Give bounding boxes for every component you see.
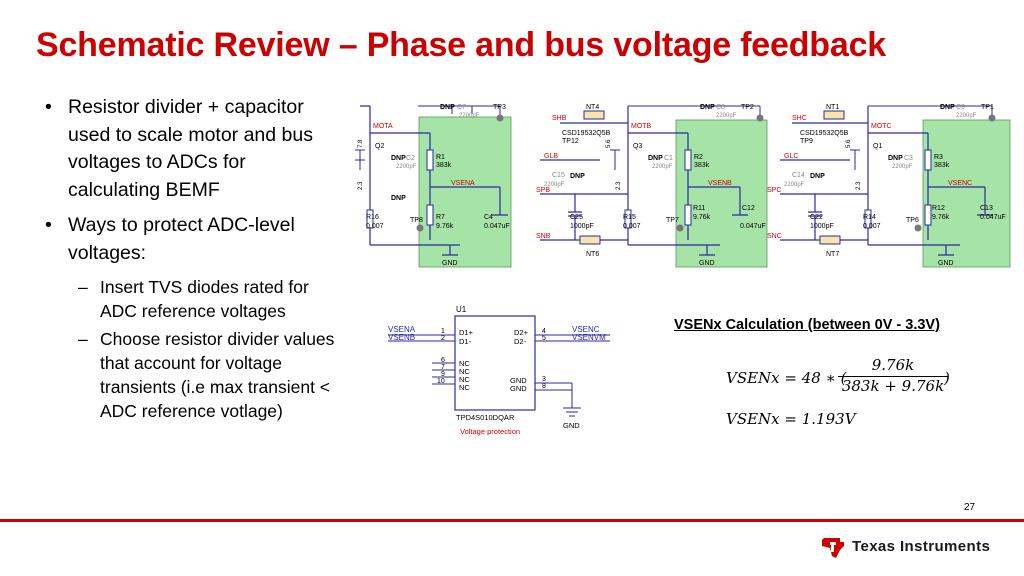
resistor-value: 0.007: [623, 223, 641, 230]
cap-value: 2200pF: [652, 164, 673, 170]
sub-bullet-item: – Insert TVS diodes rated for ADC reference voltages: [40, 275, 340, 323]
fet-label: Q3: [633, 143, 643, 150]
pin-number: 5: [542, 335, 546, 342]
net-tie: NT1: [826, 104, 840, 111]
gnd-label: GND: [699, 260, 715, 267]
pin-net: VSENC: [572, 325, 600, 334]
fet-part: CSD19532Q5B: [800, 130, 849, 137]
pin-number: 4: [542, 328, 546, 335]
dnp-label: DNP: [810, 173, 825, 180]
pin-name: GND: [510, 376, 527, 385]
test-point: TP1: [981, 104, 994, 111]
vsen-net: VSENB: [708, 180, 732, 187]
test-point: TP2: [741, 104, 754, 111]
fet-label: Q2: [375, 143, 385, 150]
test-point: TP6: [906, 217, 919, 224]
cap-value: 2200pF: [892, 164, 913, 170]
pin-number: 9: [441, 371, 445, 378]
cap-value: 2200pF: [784, 182, 805, 188]
resistor-value: 9.76k: [932, 214, 950, 221]
gate-left: 2.3: [616, 181, 622, 190]
cap-value: 2200pF: [544, 182, 565, 188]
pin-number: 6: [441, 357, 445, 364]
resistor-ref: R7: [436, 214, 445, 221]
vsen-net: VSENC: [948, 180, 973, 187]
resistor-value: 383k: [694, 162, 710, 169]
cap-ref: C15: [552, 172, 565, 179]
sn-net: SNC: [767, 233, 782, 240]
cap-ref: C4: [484, 214, 493, 221]
test-point: TP3: [493, 104, 506, 111]
fraction-denominator: 383k + 9.76k: [841, 377, 945, 395]
gl-net: GLB: [544, 153, 559, 160]
dnp-label: DNP: [440, 104, 455, 111]
test-point: TP8: [410, 217, 423, 224]
gl-net: GLC: [784, 153, 799, 160]
bullet-item: • Ways to protect ADC-level voltages:: [40, 212, 340, 267]
mot-label: MOTA: [373, 123, 393, 130]
pin-name: D2-: [514, 337, 527, 346]
gate-right: 5.6: [846, 139, 852, 148]
footer-divider: [0, 519, 1024, 522]
vsen-net: VSENA: [451, 180, 475, 187]
resistor-ref: R11: [693, 205, 706, 212]
cap-ref: C12: [742, 205, 755, 212]
equation-close-paren: ): [944, 369, 950, 387]
cap-ref: C3: [904, 155, 913, 162]
cap-ref: C14: [792, 172, 805, 179]
company-name: Texas Instruments: [852, 538, 991, 555]
pin-net: VSENVM: [572, 333, 606, 342]
page-number: 27: [964, 502, 976, 513]
gnd-label: GND: [442, 260, 458, 267]
net-tie: NT7: [826, 251, 840, 258]
resistor-value: 0.007: [366, 223, 384, 230]
cap-ref: C25: [570, 214, 583, 221]
cap-ref: C8: [716, 104, 725, 111]
pin-net: VSENB: [388, 333, 416, 342]
fet-part: CSD19532Q5B: [562, 130, 611, 137]
cap-ref: C2: [406, 155, 415, 162]
cap-ref: C22: [810, 214, 823, 221]
resistor-ref: R14: [863, 214, 876, 221]
resistor-ref: R1: [436, 154, 445, 161]
gate-left: 2.3: [856, 181, 862, 190]
pin-number: 3: [542, 376, 546, 383]
pin-name: NC: [459, 359, 470, 368]
gnd-label: GND: [563, 421, 580, 430]
dnp-label: DNP: [391, 195, 406, 202]
pin-number: 10: [437, 378, 445, 385]
equation-fraction: [838, 356, 948, 395]
cap-value: 1000pF: [570, 223, 594, 230]
resistor-value: 0.007: [863, 223, 881, 230]
gate-right: 7.8: [358, 139, 364, 148]
sub-bullet-item: – Choose resistor divider values that account for voltage transients (i.e max transient < ADC reference votlage): [40, 327, 340, 423]
cap-ref: C1: [664, 155, 673, 162]
net-tie: NT4: [586, 104, 600, 111]
dnp-label: DNP: [888, 155, 903, 162]
resistor-ref: R15: [623, 214, 636, 221]
sh-net: SHB: [552, 115, 567, 122]
vsen-equation: [726, 356, 986, 400]
cap-value: 1000pF: [810, 223, 834, 230]
equation-lhs: VSENx = 48 ∗ (: [726, 369, 847, 387]
slide-title: Schematic Review – Phase and bus voltage feedback: [36, 26, 886, 64]
pin-number: 2: [441, 335, 445, 342]
pin-name: D1-: [459, 337, 472, 346]
bullet-item: • Resistor divider + capacitor used to scale motor and bus voltages to ADCs for calculating BEMF: [40, 94, 340, 204]
pin-name: D2+: [514, 328, 528, 337]
cap-ref: C7: [457, 104, 466, 111]
sn-net: SNB: [536, 233, 551, 240]
dnp-label: DNP: [648, 155, 663, 162]
cap-value: 0.047uF: [740, 223, 766, 230]
pin-name: NC: [459, 375, 470, 384]
phase-b-circuit: [536, 104, 767, 267]
dnp-label: DNP: [940, 104, 955, 111]
net-tie: NT6: [586, 251, 600, 258]
mot-label: MOTC: [871, 123, 892, 130]
resistor-ref: R16: [366, 214, 379, 221]
calculation-title: VSENx Calculation (between 0V - 3.3V): [674, 317, 940, 333]
test-point: TP12: [562, 138, 579, 145]
resistor-ref: R2: [694, 154, 703, 161]
sp-net: SPC: [767, 187, 782, 194]
sp-net: SPB: [536, 187, 551, 194]
phase-a-circuit: [355, 104, 511, 267]
test-point: TP7: [666, 217, 679, 224]
mot-label: MOTB: [631, 123, 652, 130]
sh-net: SHC: [792, 115, 807, 122]
cap-value: 2200pF: [396, 164, 417, 170]
cap-value: 2200pF: [716, 113, 737, 119]
pin-name: NC: [459, 383, 470, 392]
fet-label: Q1: [873, 143, 883, 150]
gate-left: 2.3: [358, 181, 364, 190]
gnd-label: GND: [938, 260, 954, 267]
resistor-value: 9.76k: [693, 214, 711, 221]
ic-part-number: TPD4S010DQAR: [456, 413, 515, 422]
dnp-label: DNP: [700, 104, 715, 111]
fraction-numerator: 9.76k: [838, 356, 948, 377]
vsen-result: VSENx = 1.193V: [726, 410, 856, 428]
ic-ref: U1: [456, 305, 467, 314]
resistor-value: 9.76k: [436, 223, 454, 230]
resistor-ref: R12: [932, 205, 945, 212]
cap-value: 0.047uF: [980, 214, 1006, 221]
pin-number: 8: [542, 383, 546, 390]
dnp-label: DNP: [570, 173, 585, 180]
dnp-label: DNP: [391, 155, 406, 162]
cap-ref: C13: [980, 205, 993, 212]
pin-net: VSENA: [388, 325, 416, 334]
pin-name: D1+: [459, 328, 473, 337]
test-point: TP9: [800, 138, 813, 145]
pin-number: 1: [441, 328, 445, 335]
gate-right: 5.6: [606, 139, 612, 148]
ic-caption: Voltage protection: [460, 427, 521, 436]
cap-value: 0.047uF: [484, 223, 510, 230]
pin-name: GND: [510, 384, 527, 393]
pin-name: NC: [459, 367, 470, 376]
cap-value: 2200pF: [956, 113, 977, 119]
resistor-value: 383k: [436, 162, 452, 169]
resistor-ref: R3: [934, 154, 943, 161]
phase-c-circuit: [767, 104, 1010, 267]
cap-ref: C9: [956, 104, 965, 111]
pin-number: 7: [441, 364, 445, 371]
resistor-value: 383k: [934, 162, 950, 169]
tvs-protection-ic: [388, 305, 610, 436]
cap-value: 2200pF: [459, 113, 480, 119]
